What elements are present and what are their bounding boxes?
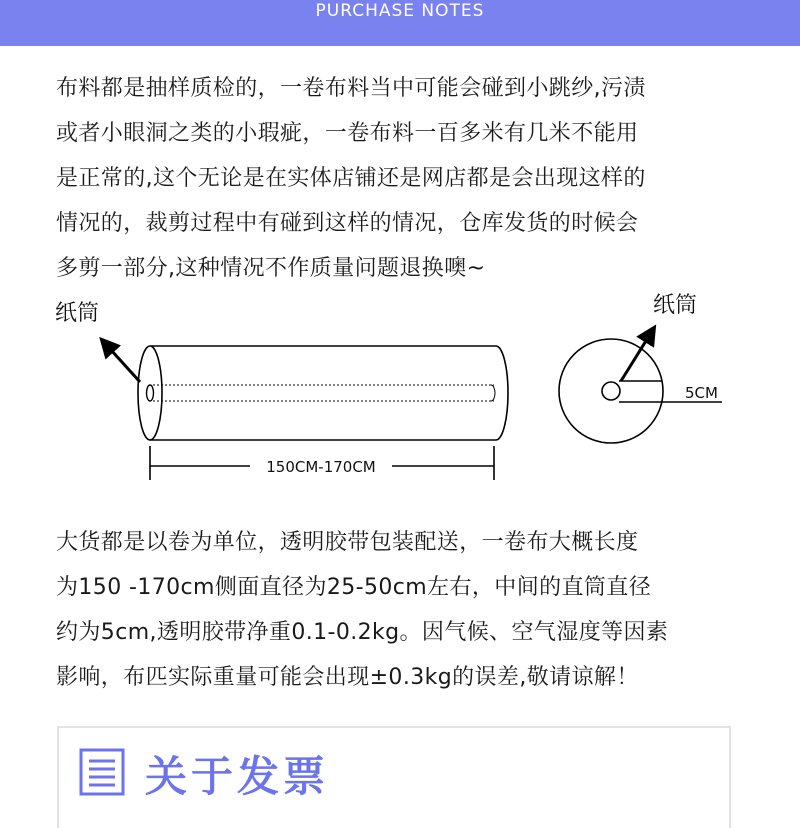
length-label: 150CM-170CM xyxy=(266,458,376,476)
core-diameter-label: 5CM xyxy=(685,384,718,402)
document-list-icon xyxy=(79,748,127,798)
text-line: 约为5cm,透明胶带净重0.1-0.2kg。因气候、空气湿度等因素 xyxy=(56,620,669,645)
text-line: 或者小眼洞之类的小瑕疵，一卷布料一百多米有几米不能用 xyxy=(56,121,639,146)
purchase-notes-banner xyxy=(0,0,800,46)
notes-paragraph-2 xyxy=(56,520,756,700)
text-line: 大货都是以卷为单位，透明胶带包装配送，一卷布大概长度 xyxy=(56,530,639,555)
invoice-title: 关于发票 xyxy=(145,752,330,801)
fabric-roll-diagram xyxy=(0,290,800,490)
roll-side-view xyxy=(102,340,508,440)
tube-label-right: 纸筒 xyxy=(653,293,698,318)
text-line: 布料都是抽样质检的，一卷布料当中可能会碰到小跳纱,污渍 xyxy=(56,76,646,101)
arrow-left-tube xyxy=(102,340,140,382)
tube-label-left: 纸筒 xyxy=(55,301,100,326)
text-line: 多剪一部分,这种情况不作质量问题退换噢~ xyxy=(56,256,486,281)
text-line: 为150 -170cm侧面直径为25-50cm左右，中间的直筒直径 xyxy=(56,575,652,600)
notes-paragraph-1 xyxy=(56,66,756,291)
text-line: 影响，布匹实际重量可能会出现±0.3kg的误差,敬请谅解！ xyxy=(56,665,639,690)
banner-title: PURCHASE NOTES xyxy=(315,1,485,21)
text-line: 情况的，裁剪过程中有碰到这样的情况，仓库发货的时候会 xyxy=(56,211,639,236)
text-line: 是正常的,这个无论是在实体店铺还是网店都是会出现这样的 xyxy=(56,166,646,191)
